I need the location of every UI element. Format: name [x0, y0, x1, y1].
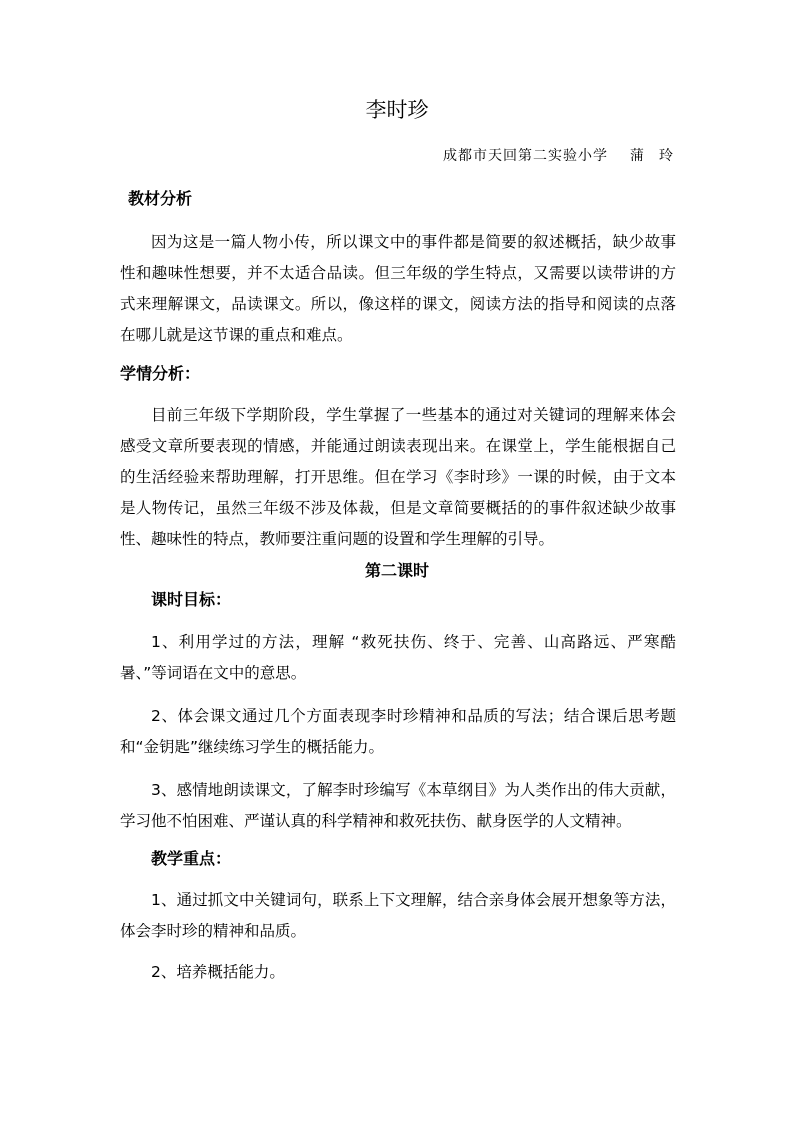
- goals-heading: 课时目标：: [151, 590, 232, 609]
- key-point-item-2: 2、培养概括能力。: [151, 963, 285, 981]
- author-name-second: 玲: [659, 148, 674, 164]
- key-points-heading: 教学重点：: [151, 849, 232, 868]
- student-analysis-heading: 学情分析：: [120, 364, 201, 383]
- goal-item-2: 2、体会课文通过几个方面表现李时珍精神和品质的写法；结合课后思考题和“金钥匙”继续练习学生的概括能力。: [120, 707, 676, 756]
- goal-item-1: 1、利用学过的方法，理解 “救死扶伤、终于、完善、山高路远、严寒酷暑、”等词语在文中的意思。: [120, 633, 676, 682]
- textbook-analysis-paragraph: 因为这是一篇人物小传，所以课文中的事件都是简要的叙述概括，缺少故事性和趣味性想要，并不太适合品读。但三年级的学生特点，又需要以读带讲的方式来理解课文，品读课文。所以，像这样的课文，阅读方法的指导和阅读的点落在哪儿就是这节课的重点和难点。: [120, 233, 676, 344]
- author-name-first: 蒲: [630, 148, 645, 164]
- key-point-item-1: 1、通过抓文中关键词句，联系上下文理解，结合亲身体会展开想象等方法，体会李时珍的精神和品质。: [120, 891, 676, 940]
- document-title: 李时珍: [365, 98, 429, 122]
- lesson-two-heading: 第二课时: [364, 561, 429, 580]
- goal-item-3: 3、感情地朗读课文，了解李时珍编写《本草纲目》为人类作出的伟大贡献，学习他不怕困难、严谨认真的科学精神和救死扶伤、献身医学的人文精神。: [120, 781, 676, 830]
- textbook-analysis-heading: 教材分析: [128, 189, 193, 208]
- author-line: [443, 146, 674, 166]
- author-school: 成都市天回第二实验小学: [443, 148, 608, 164]
- student-analysis-paragraph: 目前三年级下学期阶段，学生掌握了一些基本的通过对关键词的理解来体会感受文章所要表现的情感，并能通过朗读表现出来。在课堂上，学生能根据自己的生活经验来帮助理解，打开思维。但在学习《李时珍》一课的时候，由于文本是人物传记，虽然三年级不涉及体裁，但是文章简要概括的的事件叙述缺少故事性、趣味性的特点，教师要注重问题的设置和学生理解的引导。: [120, 406, 676, 548]
